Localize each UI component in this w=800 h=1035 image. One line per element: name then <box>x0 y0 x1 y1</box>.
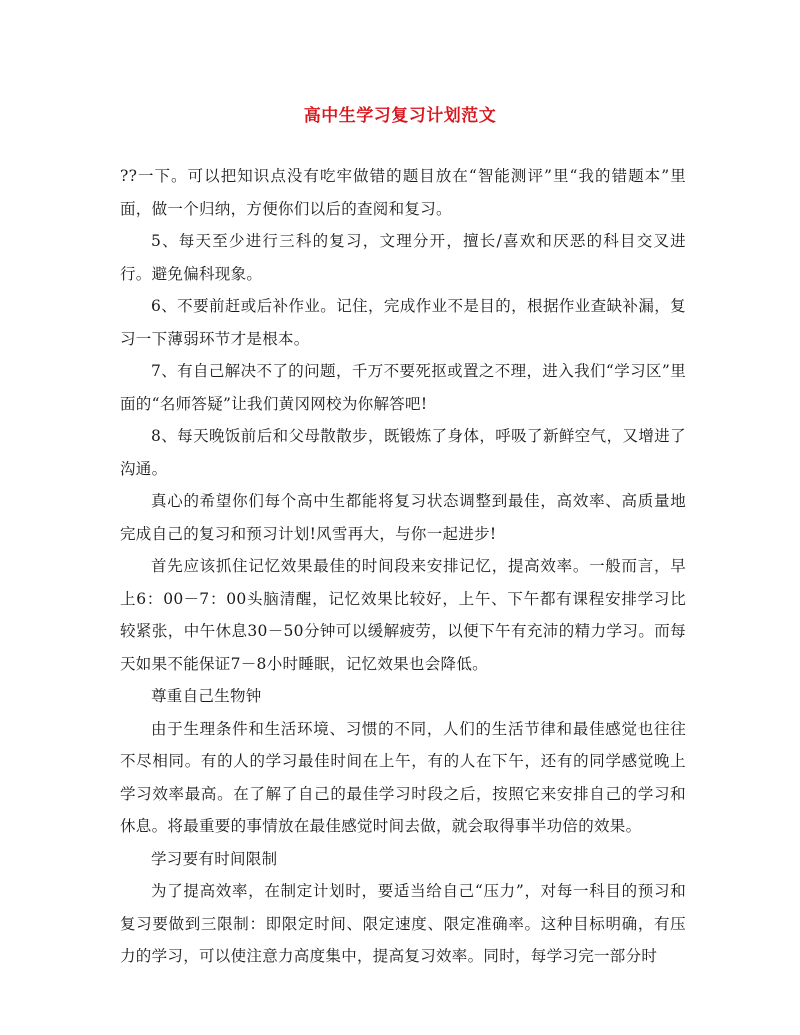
paragraph-item-5: 5、每天至少进行三科的复习，文理分开，擅长/喜欢和厌恶的科目交叉进行。避免偏科现象。 <box>120 232 686 283</box>
paragraph-item-8: 8、每天晚饭前后和父母散散步，既锻炼了身体，呼吸了新鲜空气，又增进了沟通。 <box>120 427 686 478</box>
section-heading-biological-clock: 尊重自己生物钟 <box>151 687 262 705</box>
paragraph-closing-wish: 真心的希望你们每个高中生都能将复习状态调整到最佳，高效率、高质量地完成自己的复习和预习计划!风雪再大，与你一起进步! <box>120 492 686 543</box>
section-heading-time-limit: 学习要有时间限制 <box>151 849 278 868</box>
paragraph-item-7: 7、有自己解决不了的问题，千万不要死抠或置之不理，进入我们“学习区”里面的“名师答疑”让我们黄冈网校为你解答吧! <box>120 362 686 413</box>
document-title: 高中生学习复习计划范文 <box>303 106 497 126</box>
paragraph-memory-time: 首先应该抓住记忆效果最佳的时间段来安排记忆，提高效率。一般而言，早上6：00－7：00头脑清醒，记忆效果比较好，上午、下午都有课程安排学习比较紧张，中午休息30－50分钟可以缓解疲劳，以便下午有充沛的精力学习。而每天如果不能保证7－8小时睡眠，记忆效果也会降低。 <box>120 557 686 673</box>
paragraph-time-limit: 为了提高效率，在制定计划时，要适当给自己“压力”，对每一科目的预习和复习要做到三限制：即限定时间、限定速度、限定准确率。这种目标明确，有压力的学习，可以使注意力高度集中，提高复习效率。同时，每学习完一部分时 <box>120 882 686 965</box>
document-body <box>120 160 686 973</box>
paragraph-item-6: 6、不要前赶或后补作业。记住，完成作业不是目的，根据作业查缺补漏，复习一下薄弱环节才是根本。 <box>120 297 686 348</box>
paragraph-biological-clock: 由于生理条件和生活环境、习惯的不同，人们的生活节律和最佳感觉也往往不尽相同。有的人的学习最佳时间在上午，有的人在下午，还有的同学感觉晚上学习效率最高。在了解了自己的最佳学习时段之后，按照它来安排自己的学习和休息。将最重要的事情放在最佳感觉时间去做，就会取得事半功倍的效果。 <box>120 719 686 835</box>
paragraph-continued: ??一下。可以把知识点没有吃牢做错的题目放在“智能测评”里“我的错题本”里面，做一个归纳，方便你们以后的查阅和复习。 <box>120 167 686 218</box>
